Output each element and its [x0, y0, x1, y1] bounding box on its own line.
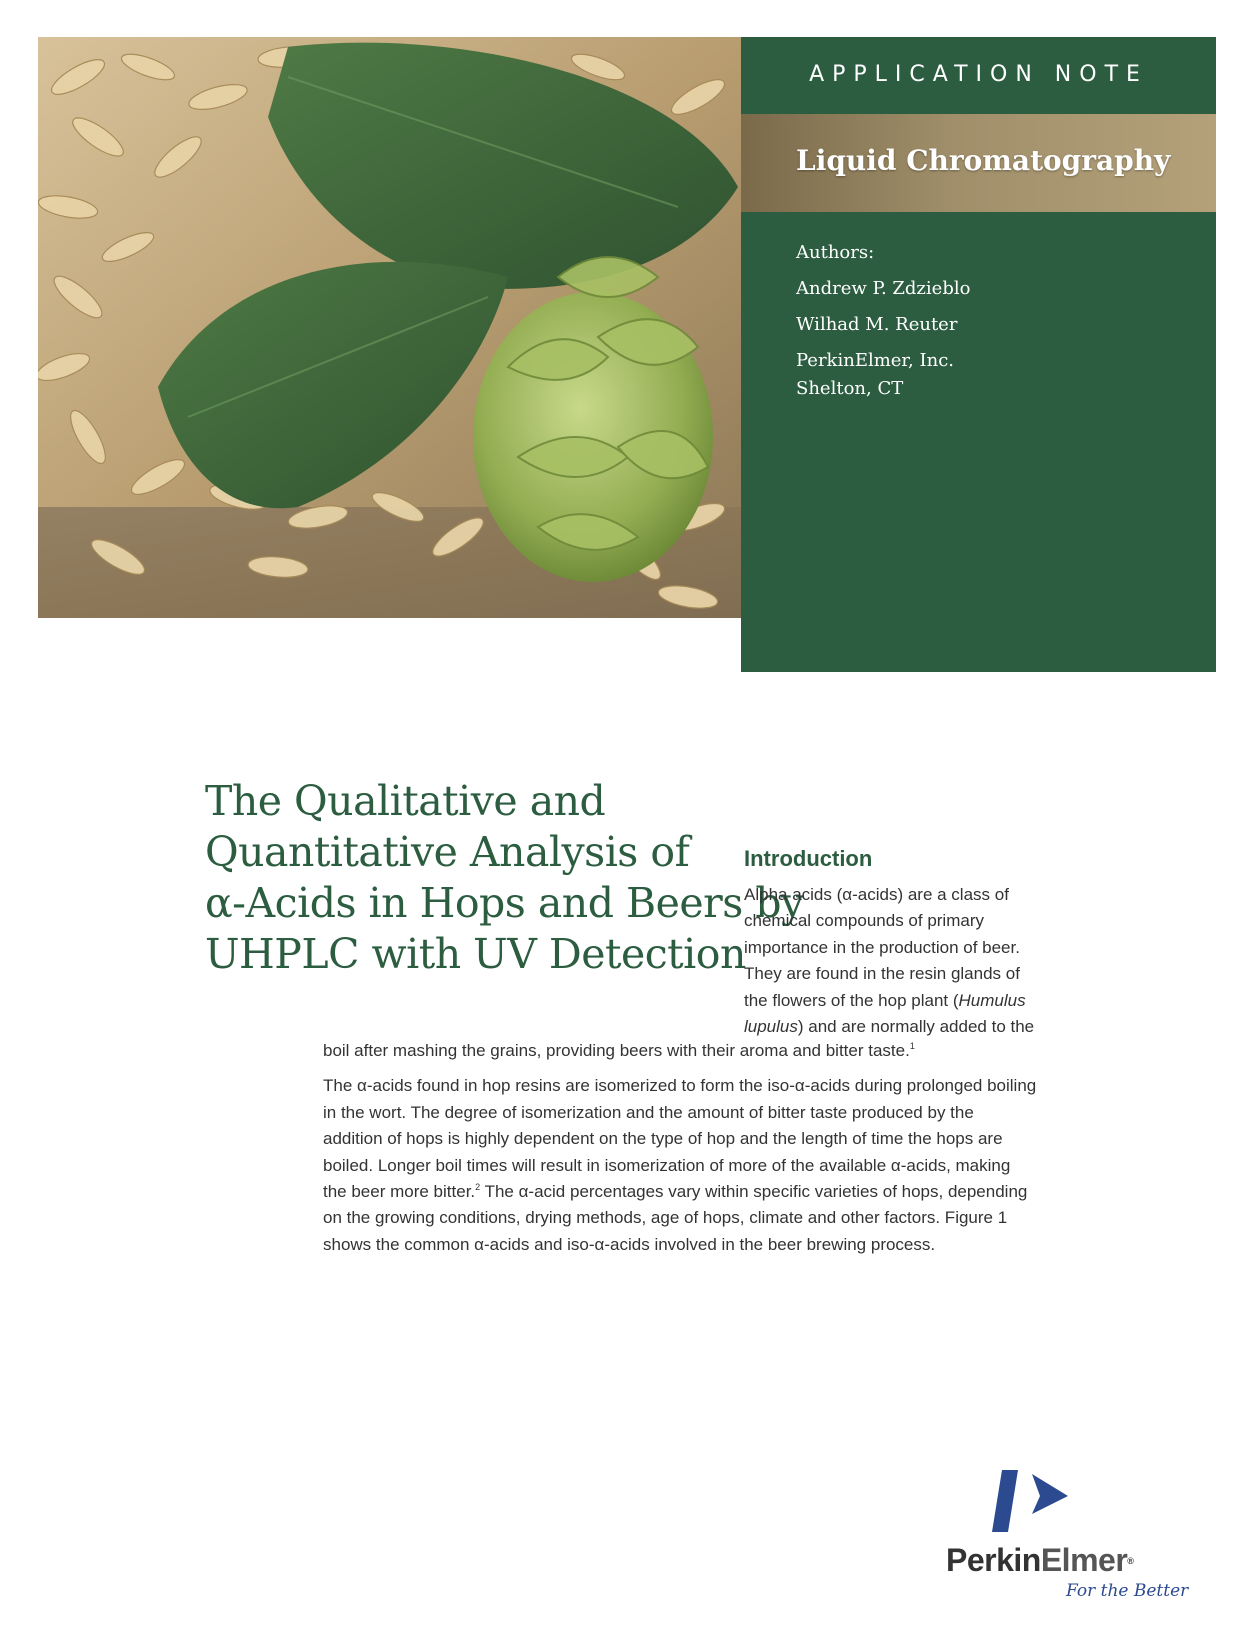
brand-wordmark-part: Elmer — [1040, 1542, 1128, 1578]
section-heading-introduction: Introduction — [744, 846, 873, 871]
body-line: on the growing conditions, drying methods, age of hops, climate and other factors. Figure 1 — [323, 1208, 1008, 1228]
brand-wordmark-part: Perkin — [946, 1542, 1041, 1578]
body-line — [744, 1014, 1054, 1040]
technique-band — [741, 114, 1216, 212]
authors-label: Authors: — [796, 242, 875, 263]
body-text: the beer more bitter. — [323, 1182, 476, 1202]
body-line — [323, 1179, 1063, 1205]
authors-panel — [741, 212, 1216, 672]
header-band — [741, 37, 1216, 114]
brand-tagline: For the Better — [1066, 1581, 1189, 1601]
brand-wordmark — [946, 1542, 1133, 1579]
trademark-symbol: ® — [1127, 1556, 1134, 1566]
body-text: the flowers of the hop plant ( — [744, 990, 959, 1010]
body-line: chemical compounds of primary — [744, 911, 984, 931]
species-name: lupulus — [744, 1017, 798, 1037]
body-line: importance in the production of beer. — [744, 937, 1020, 957]
body-line — [323, 1038, 1063, 1064]
body-line: The α-acids found in hop resins are isomerized to form the iso-α-acids during prolonged boiling — [323, 1076, 1037, 1096]
body-line: shows the common α-acids and iso-α-acids involved in the beer brewing process. — [323, 1234, 936, 1254]
body-line: in the wort. The degree of isomerization and the amount of bitter taste produced by the — [323, 1102, 974, 1122]
reference-superscript: 1 — [909, 1041, 915, 1051]
body-line: boiled. Longer boil times will result in isomerization of more of the available α-acids, making — [323, 1155, 1011, 1175]
reference-superscript: 2 — [475, 1182, 481, 1193]
document-title — [205, 776, 804, 980]
technique-label: Liquid Chromatography — [796, 144, 1171, 177]
body-line: They are found in the resin glands of — [744, 964, 1020, 984]
introduction-column — [744, 882, 1054, 1040]
body-line — [744, 988, 1054, 1014]
species-name: Humulus — [958, 990, 1026, 1010]
body-text: boil after mashing the grains, providing beers with their aroma and bitter taste. — [323, 1041, 910, 1060]
title-line: UHPLC with UV Detection — [205, 930, 746, 978]
body-line: Alpha acids (α-acids) are a class of — [744, 885, 1009, 904]
introduction-body — [323, 1038, 1063, 1258]
paragraph-gap — [323, 1064, 1063, 1073]
authors-block — [796, 235, 970, 403]
author-name: Andrew P. Zdzieblo — [796, 278, 971, 299]
perkinelmer-mark-icon — [984, 1470, 1074, 1536]
hero-photo-hops-barley — [38, 37, 741, 618]
perkinelmer-logo — [946, 1470, 1189, 1601]
title-line: The Qualitative and — [205, 777, 606, 825]
affiliation-location: Shelton, CT — [796, 378, 904, 399]
body-text: ) and are normally added to the — [797, 1017, 1035, 1037]
title-line: Quantitative Analysis of — [205, 828, 690, 876]
title-line: α-Acids in Hops and Beers by — [205, 879, 804, 927]
body-text: The α-acid percentages vary within specific varieties of hops, depending — [480, 1182, 1028, 1202]
author-name: Wilhad M. Reuter — [796, 314, 958, 335]
body-line: addition of hops is highly dependent on the type of hop and the length of time the hops are — [323, 1129, 1003, 1149]
doc-type-label: APPLICATION NOTE — [809, 62, 1148, 87]
affiliation-company: PerkinElmer, Inc. — [796, 350, 955, 371]
